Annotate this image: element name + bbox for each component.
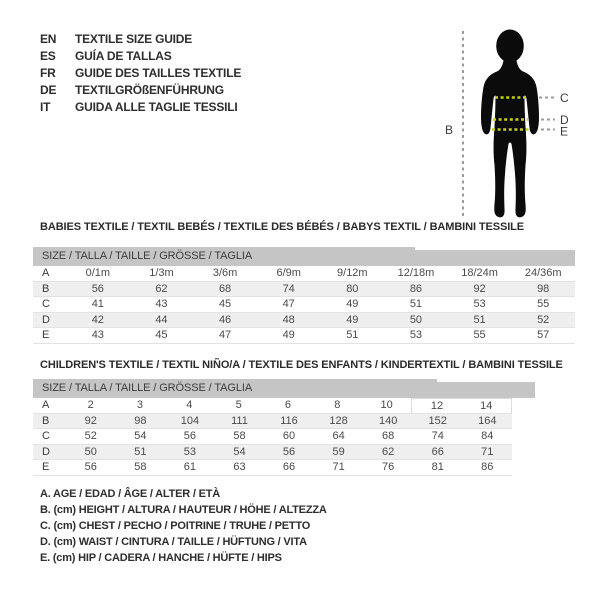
size-cell: 84 xyxy=(481,430,494,442)
table-row-e xyxy=(33,328,575,344)
row-label: B xyxy=(42,414,50,427)
size-cell: 53 xyxy=(183,445,197,458)
measurement-legend xyxy=(40,486,327,566)
size-cell: 49 xyxy=(282,329,295,341)
row-label: C xyxy=(42,430,50,442)
size-cell: 51 xyxy=(134,445,147,458)
header-notch xyxy=(415,247,575,250)
legend-item-waist: D. (cm) WAIST / CINTURA / TAILLE / HÜFTUNG / VITA xyxy=(40,536,307,548)
size-cell: 55 xyxy=(537,298,550,310)
hip-label: E xyxy=(560,124,569,139)
size-cell: 52 xyxy=(537,313,550,326)
table-header-label: SIZE / TALLA / TAILLE / GRÖSSE / TAGLIA xyxy=(42,250,253,262)
size-cell: 54 xyxy=(233,445,246,458)
size-cell: 164 xyxy=(478,414,497,427)
size-cell: 71 xyxy=(481,445,494,458)
size-cell: 6/9m xyxy=(276,267,301,279)
size-cell: 86 xyxy=(481,461,494,473)
language-code: FR xyxy=(40,66,56,80)
legend-item-hip: E. (cm) HIP / CADERA / HANCHE / HÜFTE / HIPS xyxy=(40,552,282,564)
row-label: E xyxy=(42,329,50,341)
row-label: A xyxy=(42,399,50,411)
size-cell: 62 xyxy=(155,282,168,295)
header-notch xyxy=(437,379,535,382)
size-cell: 44 xyxy=(155,313,168,326)
size-cell: 59 xyxy=(332,445,345,458)
table-row-c xyxy=(33,297,575,313)
size-cell: 56 xyxy=(91,282,104,295)
size-cell: 49 xyxy=(346,298,359,310)
row-label: C xyxy=(42,298,50,310)
size-cell: 140 xyxy=(378,414,398,427)
table-row-a xyxy=(33,398,512,414)
size-cell: 14 xyxy=(462,398,512,413)
language-row-es xyxy=(40,48,241,65)
language-row-de xyxy=(40,82,241,99)
row-label: E xyxy=(42,461,50,473)
size-cell: 98 xyxy=(537,282,550,295)
size-cell: 53 xyxy=(409,329,423,341)
size-cell: 50 xyxy=(409,313,423,326)
table-row-e xyxy=(33,460,512,476)
size-cell: 42 xyxy=(91,313,104,326)
row-label: A xyxy=(42,267,50,279)
children-table-header xyxy=(33,379,535,398)
size-cell: 51 xyxy=(473,313,486,326)
language-code: DE xyxy=(40,83,57,97)
size-cell: 51 xyxy=(409,298,423,310)
size-cell: 55 xyxy=(473,329,486,341)
size-cell: 71 xyxy=(332,461,345,473)
language-code: ES xyxy=(40,49,56,63)
size-cell: 56 xyxy=(282,445,296,458)
size-cell: 3 xyxy=(136,399,144,411)
size-cell: 9/12m xyxy=(337,267,368,279)
size-cell: 41 xyxy=(91,298,104,310)
row-label: B xyxy=(42,282,50,295)
size-cell: 66 xyxy=(282,461,296,473)
language-title: GUIDE DES TAILLES TEXTILE xyxy=(75,66,242,80)
child-silhouette-diagram xyxy=(438,0,600,235)
size-cell: 61 xyxy=(183,461,197,473)
language-row-fr xyxy=(40,65,241,82)
size-cell: 68 xyxy=(382,430,395,442)
size-cell: 18/24m xyxy=(461,267,498,279)
size-cell: 46 xyxy=(218,313,232,326)
size-cell: 51 xyxy=(346,329,359,341)
size-cell: 74 xyxy=(282,282,295,295)
size-cell: 104 xyxy=(180,414,200,427)
size-cell: 63 xyxy=(233,461,246,473)
size-cell: 47 xyxy=(282,298,295,310)
language-title: GUÍA DE TALLAS xyxy=(75,49,172,63)
legend-item-chest: C. (cm) CHEST / PECHO / POITRINE / TRUHE / PETTO xyxy=(40,520,311,532)
size-cell: 54 xyxy=(134,430,147,442)
language-code: IT xyxy=(40,100,51,114)
size-cell: 86 xyxy=(409,282,423,295)
legend-item-age: A. AGE / EDAD / ÂGE / ALTER / ETÀ xyxy=(40,488,221,500)
language-title: GUIDA ALLE TAGLIE TESSILI xyxy=(75,100,238,114)
language-code: EN xyxy=(40,32,57,46)
size-cell: 48 xyxy=(282,313,295,326)
table-row-b xyxy=(33,414,512,430)
size-cell: 76 xyxy=(382,461,395,473)
size-cell: 2 xyxy=(87,399,94,411)
chest-label: C xyxy=(560,91,569,105)
size-cell: 49 xyxy=(346,313,359,326)
babies-table-header xyxy=(33,247,575,266)
size-cell: 56 xyxy=(183,430,197,442)
size-cell: 92 xyxy=(84,414,97,427)
size-cell: 58 xyxy=(134,461,147,473)
children-size-table xyxy=(33,379,535,476)
size-cell: 45 xyxy=(155,329,168,341)
table-row-c xyxy=(33,429,512,445)
size-cell: 56 xyxy=(84,461,97,473)
legend-item-height: B. (cm) HEIGHT / ALTURA / HAUTEUR / HÖHE / ALTEZZA xyxy=(40,504,327,516)
size-cell: 50 xyxy=(84,445,97,458)
size-cell: 0/1m xyxy=(85,267,111,279)
size-cell: 4 xyxy=(186,399,193,411)
size-cell: 80 xyxy=(346,282,359,295)
size-cell: 152 xyxy=(428,414,447,427)
table-header-label: SIZE / TALLA / TAILLE / GRÖSSE / TAGLIA xyxy=(42,382,253,394)
babies-size-table xyxy=(33,247,575,344)
size-cell: 43 xyxy=(91,329,104,341)
size-cell: 128 xyxy=(329,414,348,427)
size-cell: 66 xyxy=(431,445,444,458)
size-cell: 47 xyxy=(218,329,232,341)
size-cell: 12 xyxy=(411,398,461,413)
waist-label: D xyxy=(560,113,569,127)
size-cell: 53 xyxy=(473,298,486,310)
language-list xyxy=(40,31,241,116)
size-cell: 60 xyxy=(282,430,296,442)
language-row-en xyxy=(40,31,241,48)
size-cell: 68 xyxy=(218,282,232,295)
size-cell: 52 xyxy=(84,430,97,442)
size-cell: 62 xyxy=(382,445,395,458)
size-cell: 64 xyxy=(332,430,345,442)
measurement-figure xyxy=(438,0,600,235)
language-row-it xyxy=(40,99,241,116)
table-row-d xyxy=(33,313,575,329)
size-cell: 24/36m xyxy=(524,267,562,279)
size-cell: 98 xyxy=(134,414,147,427)
size-cell: 81 xyxy=(431,461,444,473)
table-row-a xyxy=(33,266,575,282)
size-cell: 45 xyxy=(218,298,232,310)
height-label: B xyxy=(445,123,454,137)
row-label: D xyxy=(42,313,50,326)
size-cell: 5 xyxy=(235,399,242,411)
size-cell: 92 xyxy=(473,282,486,295)
children-section-title: CHILDREN'S TEXTILE / TEXTIL NIÑO/A / TEXTILE DES ENFANTS / KINDERTEXTIL / BAMBINI TESSILE xyxy=(40,359,563,371)
size-cell: 8 xyxy=(334,399,341,411)
size-cell: 74 xyxy=(431,430,444,442)
size-cell: 6 xyxy=(284,399,292,411)
row-label: D xyxy=(42,445,50,458)
size-cell: 111 xyxy=(231,414,248,427)
size-cell: 116 xyxy=(280,414,298,427)
language-title: TEXTILGRÖßENFÜHRUNG xyxy=(75,83,224,97)
table-row-b xyxy=(33,282,575,298)
size-cell: 3/6m xyxy=(212,267,238,279)
size-cell: 43 xyxy=(155,298,168,310)
size-cell: 12/18m xyxy=(397,267,435,279)
size-cell: 58 xyxy=(233,430,246,442)
size-cell: 57 xyxy=(537,329,550,341)
child-silhouette xyxy=(481,30,539,218)
babies-section-title: BABIES TEXTILE / TEXTIL BEBÉS / TEXTILE DES BÉBÉS / BABYS TEXTIL / BAMBINI TESSILE xyxy=(40,221,525,233)
size-cell: 1/3m xyxy=(149,267,174,279)
size-cell: 10 xyxy=(380,399,393,411)
table-row-d xyxy=(33,445,512,461)
language-title: TEXTILE SIZE GUIDE xyxy=(75,32,193,46)
